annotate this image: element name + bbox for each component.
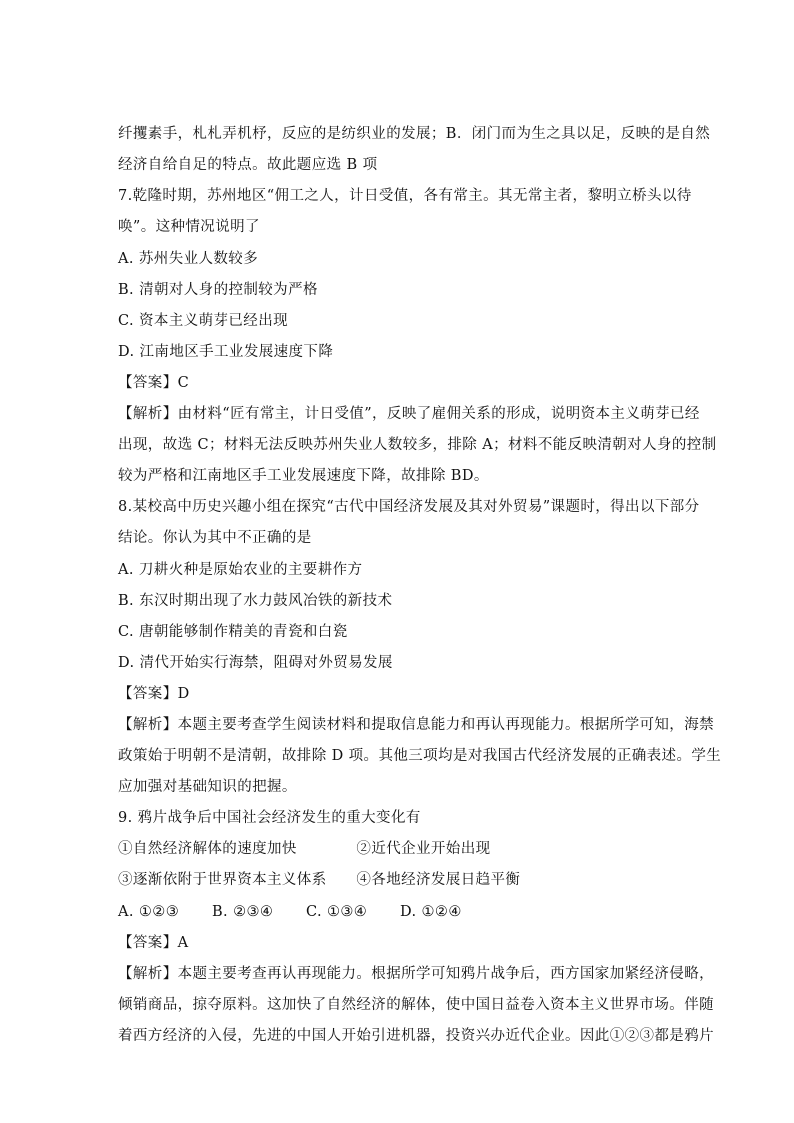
question-9-stem: 9. 鸦片战争后中国社会经济发生的重大变化有: [118, 810, 421, 826]
text-line: 纤攫素手，札札弄机杼，反应的是纺织业的发展；B．闭门而为生之具以足，反映的是自然: [118, 126, 711, 142]
question-9-option-d: D. ①②④: [400, 904, 462, 920]
question-8-analysis: 应加强对基础知识的把握。: [118, 779, 297, 795]
question-9-option-c: C. ①③④: [306, 904, 368, 920]
question-7-option-b: B. 清朝对人身的控制较为严格: [118, 282, 318, 298]
question-8-stem: 结论。你认为其中不正确的是: [118, 530, 312, 546]
question-7-analysis: 【解析】由材料“匠有常主，计日受值”，反映了雇佣关系的形成，说明资本主义萌芽已经: [118, 406, 700, 422]
question-7-stem: 7.乾隆时期，苏州地区“佣工之人，计日受值，各有常主。其无常主者，黎明立桥头以待: [118, 188, 692, 204]
question-9-analysis: 着西方经济的入侵，先进的中国人开始引进机器，投资兴办近代企业。因此①②③都是鸦片: [118, 1028, 714, 1044]
question-7-answer: 【答案】C: [118, 375, 190, 391]
question-9-option-b: B. ②③④: [212, 904, 274, 920]
question-8-option-b: B. 东汉时期出现了水力鼓风冶铁的新技术: [118, 593, 393, 609]
question-9-item-row: ③逐渐依附于世界资本主义体系 ④各地经济发展日趋平衡: [118, 872, 521, 888]
question-9-item-row: ①自然经济解体的速度加快 ②近代企业开始出现: [118, 841, 491, 857]
question-7-analysis: 较为严格和江南地区手工业发展速度下降，故排除 BD。: [118, 468, 489, 484]
question-8-answer: 【答案】D: [118, 686, 190, 702]
question-7-option-a: A. 苏州失业人数较多: [118, 251, 259, 267]
question-8-analysis: 政策始于明朝不是清朝，故排除 D 项。其他三项均是对我国古代经济发展的正确表述。学生: [118, 748, 722, 764]
question-8-stem: 8.某校高中历史兴趣小组在探究“古代中国经济发展及其对外贸易”课题时，得出以下部分: [118, 499, 700, 515]
question-8-analysis: 【解析】本题主要考查学生阅读材料和提取信息能力和再认再现能力。根据所学可知，海禁: [118, 717, 714, 733]
question-9-analysis: 【解析】本题主要考查再认再现能力。根据所学可知鸦片战争后，西方国家加紧经济侵略，: [118, 966, 714, 982]
question-7-option-d: D. 江南地区手工业发展速度下降: [118, 344, 334, 360]
question-9-answer: 【答案】A: [118, 935, 189, 951]
question-9-options: [118, 902, 462, 922]
question-9-analysis: 倾销商品，掠夺原料。这加快了自然经济的解体，使中国日益卷入资本主义世界市场。伴随: [118, 997, 714, 1013]
text-line: 经济自给自足的特点。故此题应选 B 项: [118, 157, 378, 173]
question-8-option-c: C. 唐朝能够制作精美的青瓷和白瓷: [118, 624, 348, 640]
question-8-option-d: D. 清代开始实行海禁，阻碍对外贸易发展: [118, 655, 393, 671]
question-8-option-a: A. 刀耕火种是原始农业的主要耕作方: [118, 562, 363, 578]
question-7-stem: 唤”。这种情况说明了: [118, 219, 260, 235]
question-9-option-a: A. ①②③: [118, 904, 180, 920]
question-7-analysis: 出现，故选 C；材料无法反映苏州失业人数较多，排除 A；材料不能反映清朝对人身的控制: [118, 437, 717, 453]
question-7-option-c: C. 资本主义萌芽已经出现: [118, 313, 288, 329]
